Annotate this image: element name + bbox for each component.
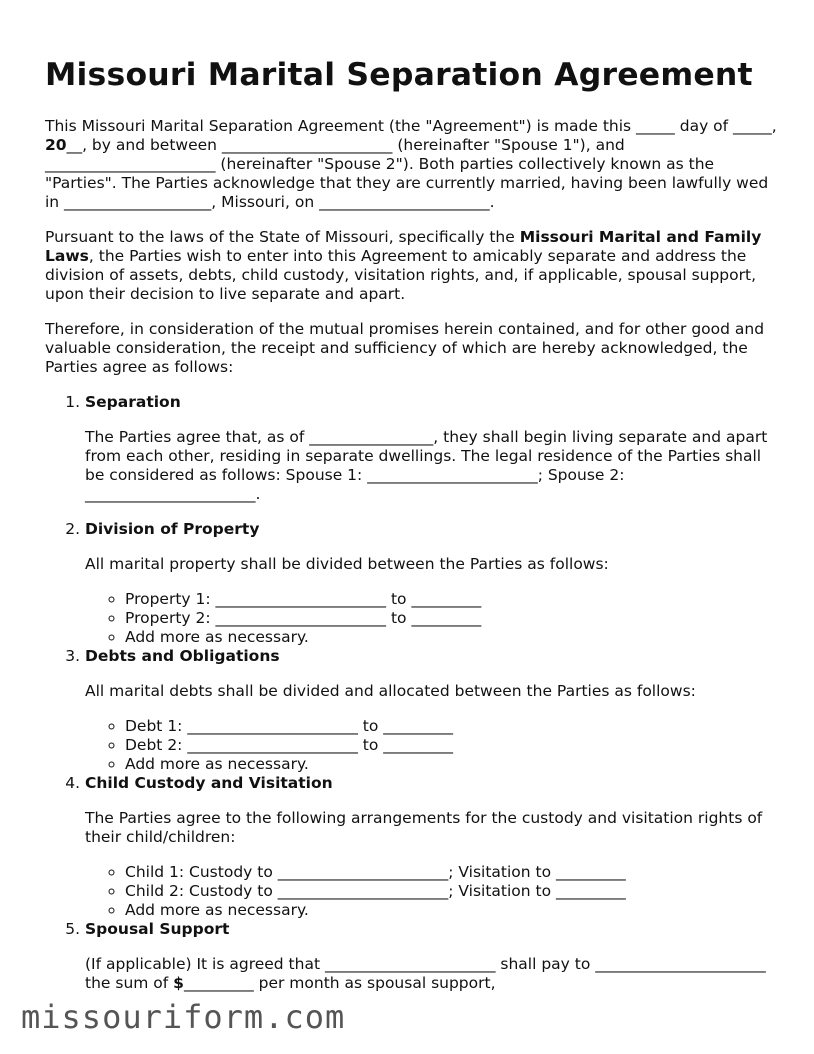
- list-item: ◦ Add more as necessary.: [125, 755, 785, 774]
- children-list: [85, 863, 785, 920]
- intro-paragraph-2: Pursuant to the laws of the State of Missouri, specifically the Missouri Marital and Family Laws, the Parties wish to enter into this Agreement to amicably separate and address the division of assets, debts, child custody, visitation rights, and, if applicable, spousal support, upon their decision to live separate and apart.: [45, 228, 762, 303]
- list-item: ◦ Debt 1: ______________________ to _________: [125, 717, 785, 736]
- section-text: The Parties agree that, as of ________________, they shall begin living separate and apart from each other, residing in separate dwellings. The legal residence of the Parties shall be considered as follows: Spouse 1: ______________________; Spouse 2: ______________________.: [85, 428, 768, 503]
- debts-list: [85, 717, 785, 774]
- section-text: The Parties agree to the following arrangements for the custody and visitation rights of their child/children:: [85, 809, 763, 846]
- document-title: Missouri Marital Separation Agreement: [45, 57, 753, 93]
- law-name: Missouri Marital and Family Laws: [45, 228, 762, 265]
- list-item: ◦ Add more as necessary.: [125, 901, 785, 920]
- site-watermark: missouriform.com: [21, 998, 346, 1036]
- section-text: (If applicable) It is agreed that ______________________ shall pay to ______________________ the sum of $_________ per month as spousal support,: [85, 955, 766, 992]
- intro-paragraph-1: This Missouri Marital Separation Agreement (the "Agreement") is made this _____ day of _____, 20__, by and between ______________________ (hereinafter "Spouse 1"), and ______________________ (hereinafter "Spouse 2"). Both parties collectively known as the "Parties". The Parties acknowledge that they are currently married, having been lawfully wed in ___________________, Missouri, on ______________________.: [45, 117, 777, 211]
- document-body: [45, 117, 785, 993]
- section-title: 4. Child Custody and Visitation: [85, 774, 333, 792]
- section-title: 2. Division of Property: [85, 520, 260, 538]
- list-item: ◦ Property 2: ______________________ to _________: [125, 609, 785, 628]
- section-text: All marital property shall be divided between the Parties as follows:: [85, 555, 609, 573]
- section-text: All marital debts shall be divided and allocated between the Parties as follows:: [85, 682, 696, 700]
- dollar-sign: $: [173, 974, 184, 992]
- section-title: 1. Separation: [85, 393, 181, 411]
- section-division-of-property: [85, 520, 785, 647]
- section-spousal-support: [85, 920, 785, 993]
- section-child-custody: [85, 774, 785, 920]
- section-debts-and-obligations: [85, 647, 785, 774]
- section-separation: [85, 393, 785, 504]
- section-title: 5. Spousal Support: [85, 920, 230, 938]
- list-item: ◦ Child 1: Custody to ______________________; Visitation to _________: [125, 863, 785, 882]
- intro-paragraph-3: Therefore, in consideration of the mutual promises herein contained, and for other good and valuable consideration, the receipt and sufficiency of which are hereby acknowledged, the Parties agree as follows:: [45, 320, 765, 376]
- list-item: ◦ Property 1: ______________________ to _________: [125, 590, 785, 609]
- section-title: 3. Debts and Obligations: [85, 647, 280, 665]
- list-item: ◦ Add more as necessary.: [125, 628, 785, 647]
- sections-list: [45, 393, 785, 993]
- list-item: ◦ Child 2: Custody to ______________________; Visitation to _________: [125, 882, 785, 901]
- list-item: ◦ Debt 2: ______________________ to _________: [125, 736, 785, 755]
- year-prefix: 20: [45, 136, 67, 154]
- property-list: [85, 590, 785, 647]
